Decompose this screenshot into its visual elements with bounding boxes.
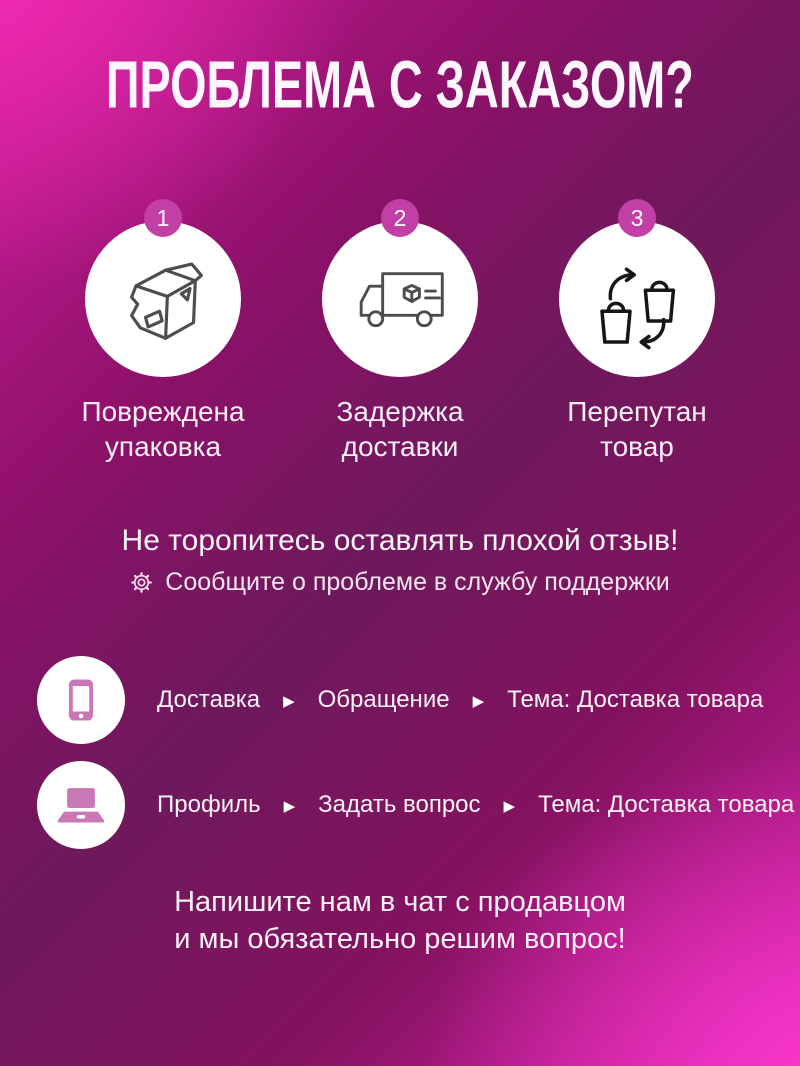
support-steps [37, 656, 795, 849]
step-number-badge-3: 3 [618, 199, 656, 237]
problem-label-2-line1: Задержка [336, 396, 464, 427]
problem-label-3-line1: Перепутан [567, 396, 707, 427]
problem-icon-circle-3 [559, 221, 715, 377]
footer-line1: Напишите нам в чат с продавцом [174, 886, 626, 918]
step-item: Тема: Доставка товара [538, 791, 795, 818]
footer-line2: и мы обязательно решим вопрос! [174, 923, 626, 956]
footer-note [0, 884, 800, 958]
problem-icon-circle-1 [85, 221, 241, 377]
page-title-text: ПРОБЛЕМА С ЗАКАЗОМ? [106, 47, 694, 123]
arrow-icon: ▶ [472, 693, 485, 710]
problem-label-3-line2: товар [600, 431, 674, 462]
support-step-web [37, 761, 795, 849]
step-icon-circle-laptop [37, 761, 125, 849]
arrow-icon: ▶ [503, 798, 516, 815]
problem-label-2 [336, 394, 463, 464]
step-item: Доставка [157, 686, 261, 713]
arrow-icon: ▶ [283, 798, 296, 815]
problem-damaged-packaging [81, 199, 245, 464]
problem-delivery-delay [322, 199, 478, 464]
swap-bags-icon [588, 248, 686, 350]
laptop-icon [52, 776, 110, 834]
problem-label-3 [567, 394, 707, 464]
gear-icon [130, 571, 153, 594]
problem-icon-circle-2 [322, 221, 478, 377]
step-item: Профиль [157, 791, 261, 818]
advice-subline-text: Сообщите о проблеме в службу поддержки [165, 568, 670, 596]
page-title [0, 46, 800, 123]
arrow-icon: ▶ [283, 693, 295, 710]
problem-label-2-line2: доставки [341, 431, 459, 462]
damaged-box-icon [115, 251, 211, 347]
problems-row [0, 199, 800, 464]
step-path-web [157, 791, 794, 819]
support-step-app [37, 656, 764, 744]
advice-subline [0, 568, 800, 597]
problem-label-1 [81, 394, 244, 464]
step-number-badge-2: 2 [381, 199, 419, 237]
problem-label-1-line2: упаковка [104, 431, 222, 462]
step-item: Обращение [317, 686, 450, 713]
advice-block [0, 524, 800, 597]
step-item: Тема: Доставка товара [507, 686, 764, 713]
step-number-badge-1: 1 [144, 199, 182, 237]
step-path-app [157, 686, 763, 714]
problem-label-1-line1: Повреждена [81, 396, 245, 427]
step-icon-circle-phone [37, 656, 125, 744]
advice-headline: Не торопитесь оставлять плохой отзыв! [121, 524, 679, 557]
delivery-truck-icon [348, 261, 452, 337]
step-item: Задать вопрос [318, 791, 481, 818]
smartphone-icon [52, 671, 110, 729]
problem-wrong-item [559, 199, 715, 464]
